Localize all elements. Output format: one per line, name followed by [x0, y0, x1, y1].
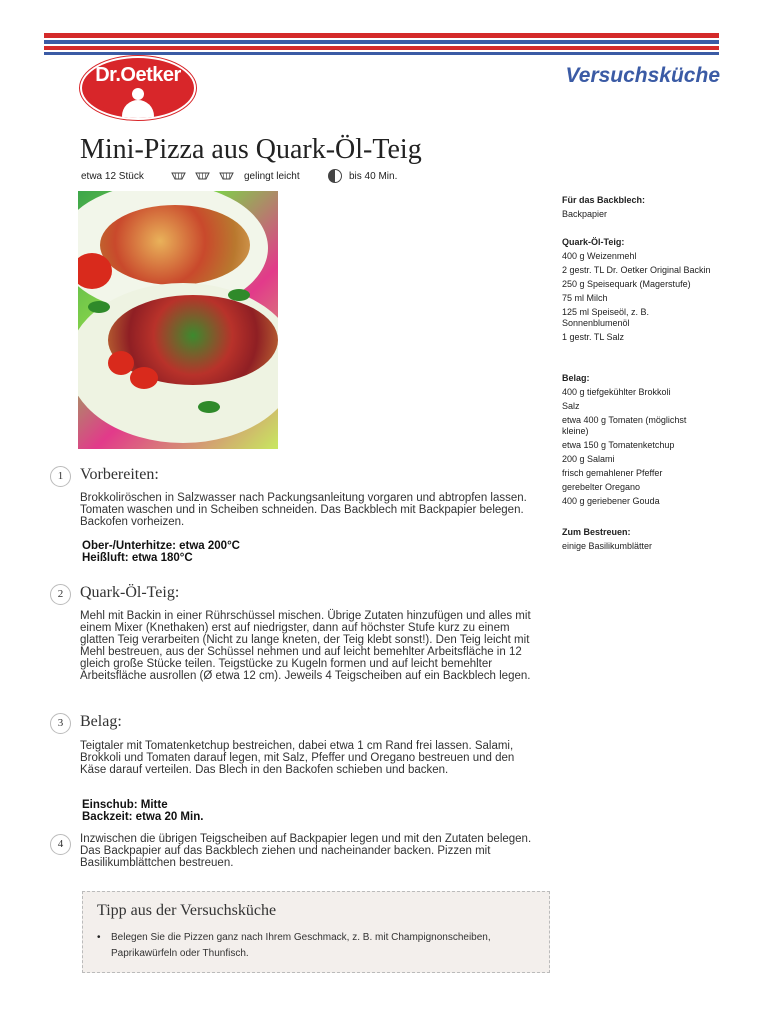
step-text: Inzwischen die übrigen Teigscheiben auf Backpapier legen und mit den Zutaten belegen. Das Backpapier auf das Backblech ziehen und nacheinander backen. Pizzen mit Basilikumblättchen bestreuen. [80, 833, 532, 869]
clock-icon [328, 169, 342, 183]
step-number: 4 [50, 834, 71, 855]
tip-heading: Tipp aus der Versuchsküche [97, 902, 277, 919]
ingredients-group [562, 237, 712, 343]
step-heading: Quark-Öl-Teig: [80, 584, 180, 601]
ingredient-item: 400 g Weizenmehl [562, 251, 637, 261]
header-stripe-blue-2 [44, 52, 719, 55]
tomato [108, 351, 134, 375]
basil-leaf [198, 401, 220, 413]
step-number: 3 [50, 713, 71, 734]
ingredient-item: 250 g Speisequark (Magerstufe) [562, 279, 691, 289]
logo-figure-head [132, 88, 144, 100]
tomato [130, 367, 158, 389]
ingredients-group [562, 195, 712, 220]
tip-box [82, 891, 550, 973]
header-stripe-red [44, 33, 719, 38]
ingredient-item: Backpapier [562, 209, 608, 219]
ingredients-group [562, 373, 712, 507]
ingredient-item: 1 gestr. TL Salz [562, 332, 625, 342]
basil-leaf [228, 289, 250, 301]
ingredient-item: 400 g geriebener Gouda [562, 496, 660, 506]
header-stripe-blue [44, 40, 719, 44]
ingredient-item: etwa 400 g Tomaten (möglichst kleine) [562, 415, 687, 436]
recipe-yield: etwa 12 Stück [81, 171, 144, 182]
step-heading: Belag: [80, 713, 122, 730]
ingredient-item: Salz [562, 401, 580, 411]
ingredient-item: frisch gemahlener Pfeffer [562, 468, 663, 478]
ingredient-item: etwa 150 g Tomatenketchup [562, 440, 675, 450]
dr-oetker-logo [80, 56, 196, 120]
ingredients-heading: Zum Bestreuen: [562, 527, 631, 537]
tip-text: Belegen Sie die Pizzen ganz nach Ihrem Geschmack, z. B. mit Champignonscheiben, Paprikawürfeln oder Thunfisch. [111, 932, 491, 959]
step-number: 1 [50, 466, 71, 487]
basil-leaf [88, 301, 110, 313]
ingredients-heading: Quark-Öl-Teig: [562, 237, 625, 247]
pizza [100, 205, 250, 285]
step-text: Brokkoliröschen in Salzwasser nach Packungsanleitung vorgaren und abtropfen lassen. Tomaten waschen und in Scheiben schneiden. Das Backblech mit Backpapier belegen. Backofen vorheizen. [80, 492, 527, 528]
recipe-difficulty: gelingt leicht [244, 171, 300, 182]
step-note: Ober-/Unterhitze: etwa 200°C [82, 540, 240, 552]
ingredient-item: 400 g tiefgekühlter Brokkoli [562, 387, 671, 397]
logo-text: Dr.Oetker [95, 64, 181, 86]
step-heading: Vorbereiten: [80, 466, 159, 483]
step-text: Teigtaler mit Tomatenketchup bestreichen, dabei etwa 1 cm Rand frei lassen. Salami, Brokkoli und Tomaten darauf legen, mit Salz, Pfeffer und Oregano bestreuen und den Käse darauf verteilen. Das Blech in den Backofen schieben und backen. [80, 740, 515, 776]
recipe-title: Mini-Pizza aus Quark-Öl-Teig [80, 134, 422, 165]
bowl-icon [219, 170, 234, 180]
ingredient-item: einige Basilikumblätter [562, 541, 653, 551]
ingredient-item: 125 ml Speiseöl, z. B. Sonnenblumenöl [562, 307, 650, 328]
header-stripe-red-2 [44, 46, 719, 50]
ingredient-item: 200 g Salami [562, 454, 615, 464]
step-text: Mehl mit Backin in einer Rührschüssel mischen. Übrige Zutaten hinzufügen und alles mit einem Mixer (Knethaken) erst auf niedrigster, dann auf höchster Stufe kurz zu einem glatten Teig verarbeiten (Nicht zu lange kneten, der Teig klebt sonst!). Den Teig leicht mit Mehl bestreuen, aus der Schüssel nehmen und auf leicht bemehlter Arbeitsfläche in 12 gleich große Stücke teilen. Teigstücke zu Kugeln formen und auf leicht bemehlter Arbeitsfläche ausrollen (Ø etwa 12 cm). Jeweils 4 Teigscheiben auf ein Backblech legen. [80, 610, 531, 682]
brand-versuchskueche: Versuchsküche [565, 64, 720, 87]
step-note: Einschub: Mitte [82, 799, 168, 811]
step-number: 2 [50, 584, 71, 605]
ingredients-heading: Belag: [562, 373, 590, 383]
ingredients-group [562, 527, 712, 552]
step-note: Backzeit: etwa 20 Min. [82, 811, 204, 823]
ingredient-item: 75 ml Milch [562, 293, 608, 303]
bowl-icon [195, 170, 210, 180]
recipe-photo [78, 191, 278, 449]
ingredient-item: gerebelter Oregano [562, 482, 641, 492]
bowl-icon [171, 170, 186, 180]
recipe-time: bis 40 Min. [349, 171, 398, 182]
ingredient-item: 2 gestr. TL Dr. Oetker Original Backin [562, 265, 711, 275]
bullet: • [97, 932, 101, 943]
step-note: Heißluft: etwa 180°C [82, 552, 193, 564]
ingredients-heading: Für das Backblech: [562, 195, 646, 205]
